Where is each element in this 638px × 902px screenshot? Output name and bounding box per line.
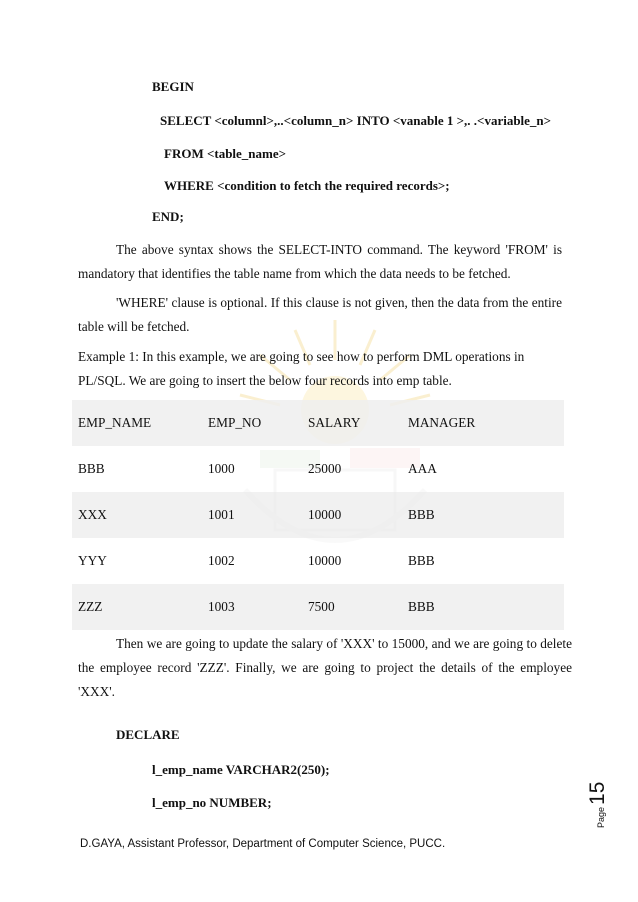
paragraph-update-text: Then we are going to update the salary of 'XXX' to 15000, and we are going to delete the employee record 'ZZZ'. Finally, we are going to project the details of the employee 'XXX'. xyxy=(78,636,572,699)
cell-salary: 10000 xyxy=(302,538,402,584)
cell-salary: 7500 xyxy=(302,584,402,630)
paragraph-where xyxy=(78,291,562,339)
cell-emp-no: 1002 xyxy=(202,538,302,584)
cell-emp-name: XXX xyxy=(72,492,202,538)
code-declare-emp-name: l_emp_name VARCHAR2(250); xyxy=(152,762,330,777)
code-declare: DECLARE xyxy=(116,727,180,742)
header-salary: SALARY xyxy=(302,400,402,446)
cell-salary: 25000 xyxy=(302,446,402,492)
code-select: SELECT <columnl>,..<column_n> INTO <vanable 1 >,. .<variable_n> xyxy=(160,113,552,128)
table-row xyxy=(72,538,564,584)
cell-manager: BBB xyxy=(402,538,564,584)
code-end: END; xyxy=(152,209,184,224)
cell-emp-name: ZZZ xyxy=(72,584,202,630)
cell-emp-name: YYY xyxy=(72,538,202,584)
cell-emp-no: 1000 xyxy=(202,446,302,492)
cell-emp-no: 1003 xyxy=(202,584,302,630)
header-emp-no: EMP_NO xyxy=(202,400,302,446)
code-begin: BEGIN xyxy=(152,79,194,94)
code-from: FROM <table_name> xyxy=(164,146,287,161)
code-declare-emp-no: l_emp_no NUMBER; xyxy=(152,795,272,810)
cell-manager: BBB xyxy=(402,584,564,630)
paragraph-where-text: 'WHERE' clause is optional. If this clause is not given, then the data from the entire table will be fetched. xyxy=(78,295,562,334)
paragraph-example: Example 1: In this example, we are going to see how to perform DML operations in PL/SQL. We are going to insert the below four records into emp table. xyxy=(78,349,525,388)
paragraph-syntax xyxy=(78,238,562,286)
paragraph-syntax-text: The above syntax shows the SELECT-INTO command. The keyword 'FROM' is mandatory that identifies the table name from which the data needs to be fetched. xyxy=(78,242,562,281)
cell-manager: AAA xyxy=(402,446,564,492)
table-header-row xyxy=(72,400,564,446)
cell-salary: 10000 xyxy=(302,492,402,538)
header-manager: MANAGER xyxy=(402,400,564,446)
table-row xyxy=(72,584,564,630)
header-emp-name: EMP_NAME xyxy=(72,400,202,446)
cell-emp-no: 1001 xyxy=(202,492,302,538)
table-row xyxy=(72,446,564,492)
code-where: WHERE <condition to fetch the required records>; xyxy=(164,178,450,193)
page-number-value: 15 xyxy=(586,781,609,805)
cell-emp-name: BBB xyxy=(72,446,202,492)
page-label: Page xyxy=(596,806,606,828)
page-number xyxy=(586,770,626,830)
employee-table xyxy=(72,400,564,630)
footer-author: D.GAYA, Assistant Professor, Department of Computer Science, PUCC. xyxy=(80,838,446,850)
cell-manager: BBB xyxy=(402,492,564,538)
table-row xyxy=(72,492,564,538)
paragraph-update xyxy=(78,632,572,704)
